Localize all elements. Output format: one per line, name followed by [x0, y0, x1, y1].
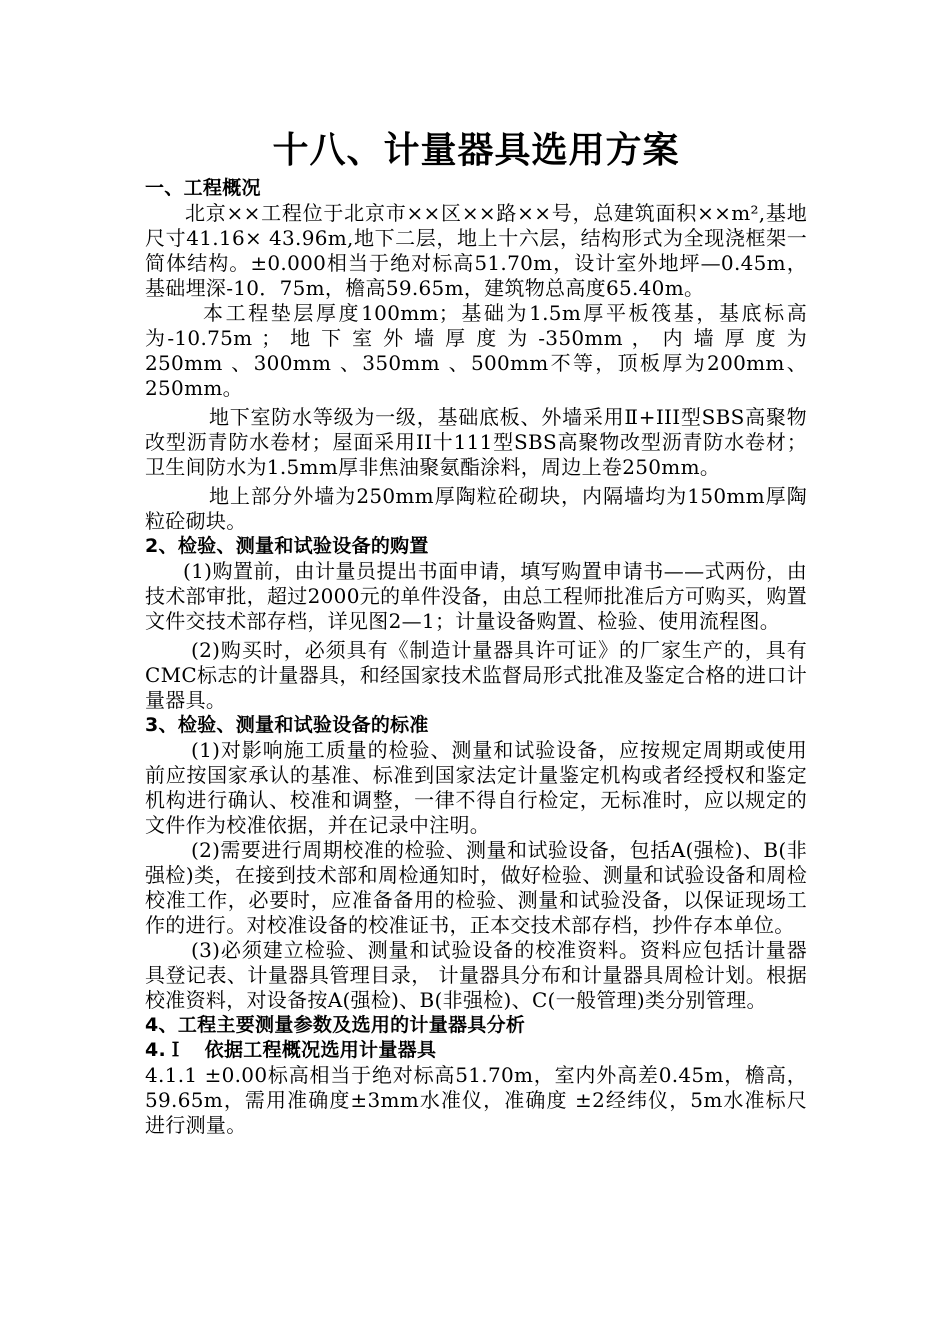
section-2-paragraph-2: (2)购买时，必须具有《制造计量器具许可证》的厂家生产的，具有CMC标志的计量器具，和经国家技术监督局形式批准及鉴定合格的进口计量器具。: [145, 638, 807, 712]
document-body: [145, 128, 807, 1138]
section-3-paragraph-1: (1)对影响施工质量的检验、测量和试验设备，应按规定周期或使用前应按国家承认的基准、标准到国家法定计量鉴定机构或者经授权和鉴定机构进行确认、校准和调整，一律不得自行检定，无标准时，应以规定的文件作为校准依据，并在记录中注明。: [145, 738, 807, 837]
section-1-paragraph-1: 北京××工程位于北京市××区××路××号，总建筑面积××m²,基地尺寸41.16× 43.96m,地下二层，地上十六层，结构形式为全现浇框架一简体结构。±0.000相当于绝对标高51.70m，设计室外地坪—0.45m，基础埋深-10．75m，檐高59.65m，建筑物总高度65.40m。: [145, 201, 807, 300]
section-3-paragraph-2: (2)需要进行周期校准的检验、测量和试验设备，包括A(强检)、B(非强检)类，在接到技术部和周检通知时，做好检验、测量和试验设备和周检校准工作，必要时，应准备备用的检验、测量和试验没备，以保证现场工作的进行。对校准设备的校准证书，正本交技术部存档，抄件存本单位。: [145, 838, 807, 937]
document-title: 十八、计量器具选用方案: [272, 130, 680, 171]
section-4-paragraph-1: 4.1.1 ±0.00标高相当于绝对标高51.70m，室内外高差0.45m，檐高，59.65m，需用准确度±3mm水准仪，准确度 ±2经纬仪，5m水准标尺进行测量。: [145, 1063, 807, 1137]
section-1-paragraph-3: 地下室防水等级为一级，基础底板、外墙采用Ⅱ+III型SBS高聚物改型沥青防水卷材；屋面采用II十111型SBS高聚物改型沥青防水卷材；卫生间防水为1.5mm厚非焦油聚氨酯涂料，周边上卷250mm。: [145, 405, 807, 479]
section-4-1-heading: 4.Ｉ 依据工程概况选用计量器具: [145, 1039, 437, 1061]
section-1-paragraph-2: 本工程垫层厚度100mm；基础为1.5m厚平板筏基，基底标高为-10.75m ； 地 下 室 外 墙 厚 度 为 -350mm ， 内 墙 厚 度 为 250mm 、300mm 、350mm 、500mm不等，顶板厚为200mm、250mm。: [145, 301, 807, 400]
section-4-heading: 4、工程主要测量参数及选用的计量器具分析: [145, 1014, 526, 1036]
section-1-paragraph-4: 地上部分外墙为250mm厚陶粒砼砌块，内隔墙均为150mm厚陶粒砼砌块。: [145, 484, 807, 533]
section-2-paragraph-1: (1)购置前，由计量员提出书面申请，填写购置申请书——式两份，由技术部审批，超过2000元的单件没备，由总工程师批准后方可购买，购置文件交技术部存档，详见图2—1；计量设备购置、检验、使用流程图。: [145, 559, 807, 633]
section-1-heading: 一、工程概况: [145, 177, 261, 199]
section-3-paragraph-3: (3)必须建立检验、测量和试验设备的校准资料。资料应包括计量器具登记表、计量器具管理目录， 计量器具分布和计量器具周检计划。根据校准资料，对设备按A(强检)、B(非强检)、C(一般管理)类分别管理。: [145, 938, 807, 1012]
section-2-heading: 2、检验、测量和试验设备的购置: [145, 535, 429, 557]
section-3-heading: 3、检验、测量和试验设备的标准: [145, 714, 429, 736]
